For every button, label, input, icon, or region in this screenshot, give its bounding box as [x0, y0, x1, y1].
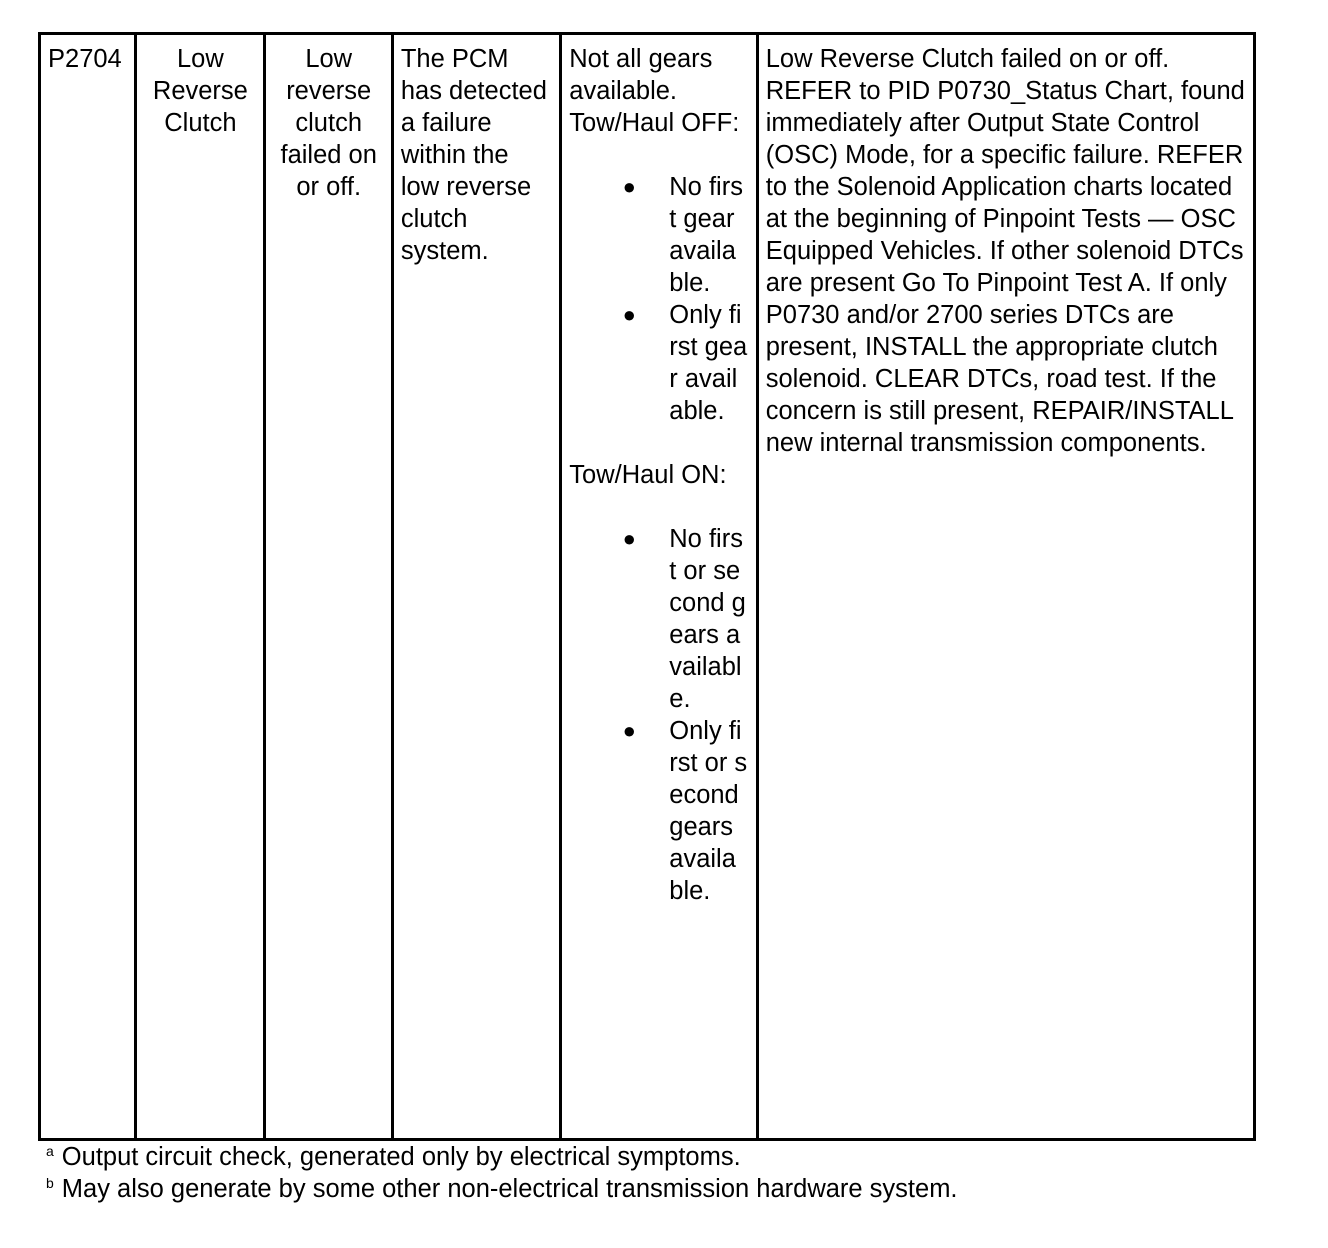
- symptoms-intro: Not all gears available.: [569, 45, 713, 105]
- bullet-icon: ●: [622, 174, 636, 199]
- list-item: ● No first or second gears available.: [569, 523, 749, 715]
- list-item: ● Only first gear available.: [569, 299, 749, 427]
- dtc-code: P2704: [48, 45, 122, 73]
- footnote-text: Output circuit check, generated only by electrical symptoms.: [61, 1143, 741, 1171]
- list-item: ● Only first or second gears available.: [569, 715, 749, 907]
- bullet-icon: ●: [622, 526, 636, 551]
- table-row: [40, 34, 1255, 1140]
- description-text: The PCM has detected a failure within the low reverse clutch system.: [400, 45, 547, 265]
- footnotes: [46, 1141, 958, 1205]
- condition-text: Low reverse clutch failed on or off.: [280, 45, 377, 201]
- footnote-mark: a: [46, 1143, 54, 1159]
- bullet-icon: ●: [622, 302, 636, 327]
- condition-cell: [264, 34, 392, 1140]
- tow-haul-on-list: [569, 523, 749, 907]
- tow-haul-off-list: [569, 171, 749, 427]
- tow-haul-off-label: Tow/Haul OFF:: [569, 109, 740, 137]
- footnote-b: [46, 1173, 958, 1205]
- footnote-text: May also generate by some other non-electrical transmission hardware system.: [61, 1175, 958, 1203]
- bullet-icon: ●: [622, 718, 636, 743]
- action-cell: [757, 34, 1254, 1140]
- symptoms-cell: [561, 34, 757, 1140]
- tow-haul-on-label: Tow/Haul ON:: [569, 461, 727, 489]
- footnote-mark: b: [46, 1175, 54, 1191]
- dtc-code-cell: [40, 34, 136, 1140]
- action-text: Low Reverse Clutch failed on or off. REFER to PID P0730_Status Chart, found immediately after Output State Control (OSC) Mode, for a specific failure. REFER to the Solenoid Application charts located at the beginning of Pinpoint Tests — OSC Equipped Vehicles. If other solenoid DTCs are present Go To Pinpoint Test A. If only P0730 and/or 2700 series DTCs are present, INSTALL the appropriate clutch solenoid. CLEAR DTCs, road test. If the concern is still present, REPAIR/INSTALL new internal transmission components.: [765, 45, 1245, 457]
- description-cell: [392, 34, 560, 1140]
- list-item: ● No first gear available.: [569, 171, 749, 299]
- footnote-a: [46, 1141, 958, 1173]
- dtc-name-cell: [136, 34, 264, 1140]
- dtc-name: Low Reverse Clutch: [152, 45, 248, 137]
- dtc-table: [38, 32, 1256, 1141]
